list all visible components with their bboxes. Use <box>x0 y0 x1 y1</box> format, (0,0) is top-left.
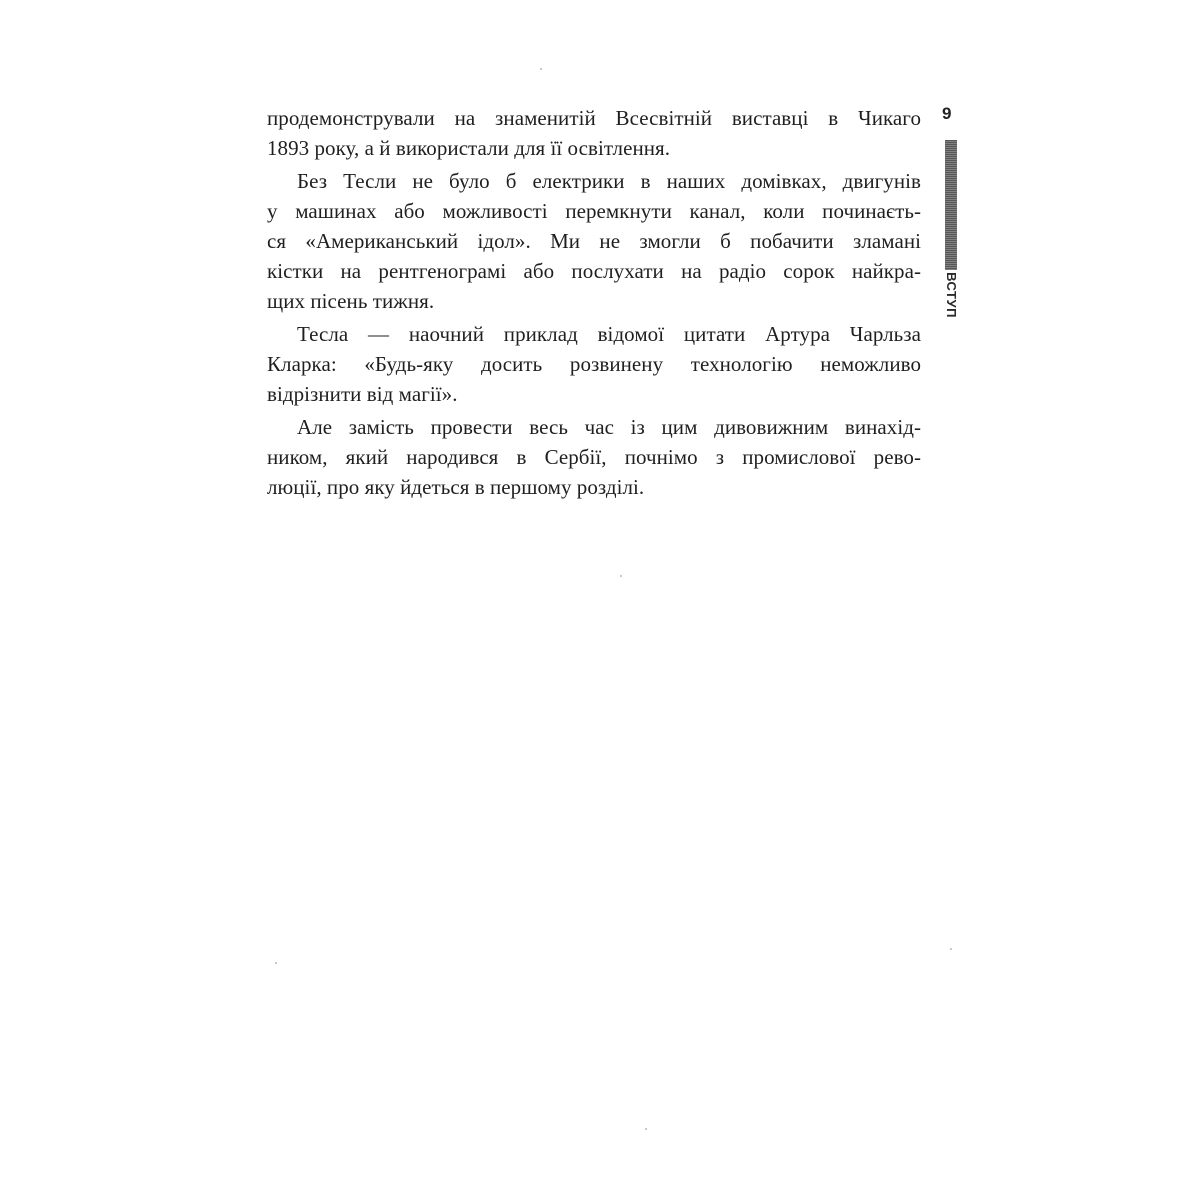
text-line: Але замість провести весь час із цим дивовижним винахід- <box>297 415 921 439</box>
paper-speck <box>620 575 622 577</box>
running-head: ВСТУП <box>944 272 959 318</box>
text-line: відрізнити від магії». <box>267 382 458 406</box>
running-head-rule <box>945 140 957 270</box>
text-line: Тесла — наочний приклад відомої цитати Артура Чарльза <box>297 322 921 346</box>
text-line: Без Тесли не було б електрики в наших домівках, двигунів <box>297 169 921 193</box>
text-line: у машинах або можливості перемкнути канал, коли починаєть- <box>267 199 921 223</box>
text-line: люції, про яку йдеться в першому розділі. <box>267 475 645 499</box>
text-line: Кларка: «Будь-яку досить розвинену технологію неможливо <box>267 352 921 376</box>
text-line: щих пісень тижня. <box>267 289 435 313</box>
text-line: продемонстрували на знаменитій Всесвітній виставці в Чикаго <box>267 106 921 130</box>
paper-speck <box>950 948 952 950</box>
paper-speck <box>540 68 542 70</box>
page-number: 9 <box>942 104 952 123</box>
text-line: ся «Американський ідол». Ми не змогли б побачити зламані <box>267 229 921 253</box>
body-text <box>267 103 921 502</box>
paper-speck <box>645 1128 647 1130</box>
paper-speck <box>275 962 277 964</box>
text-line: 1893 року, а й використали для її освітлення. <box>267 136 671 160</box>
text-line: ником, який народився в Сербії, почнімо з промислової рево- <box>267 445 921 469</box>
text-line: кістки на рентгенограмі або послухати на радіо сорок найкра- <box>267 259 921 283</box>
